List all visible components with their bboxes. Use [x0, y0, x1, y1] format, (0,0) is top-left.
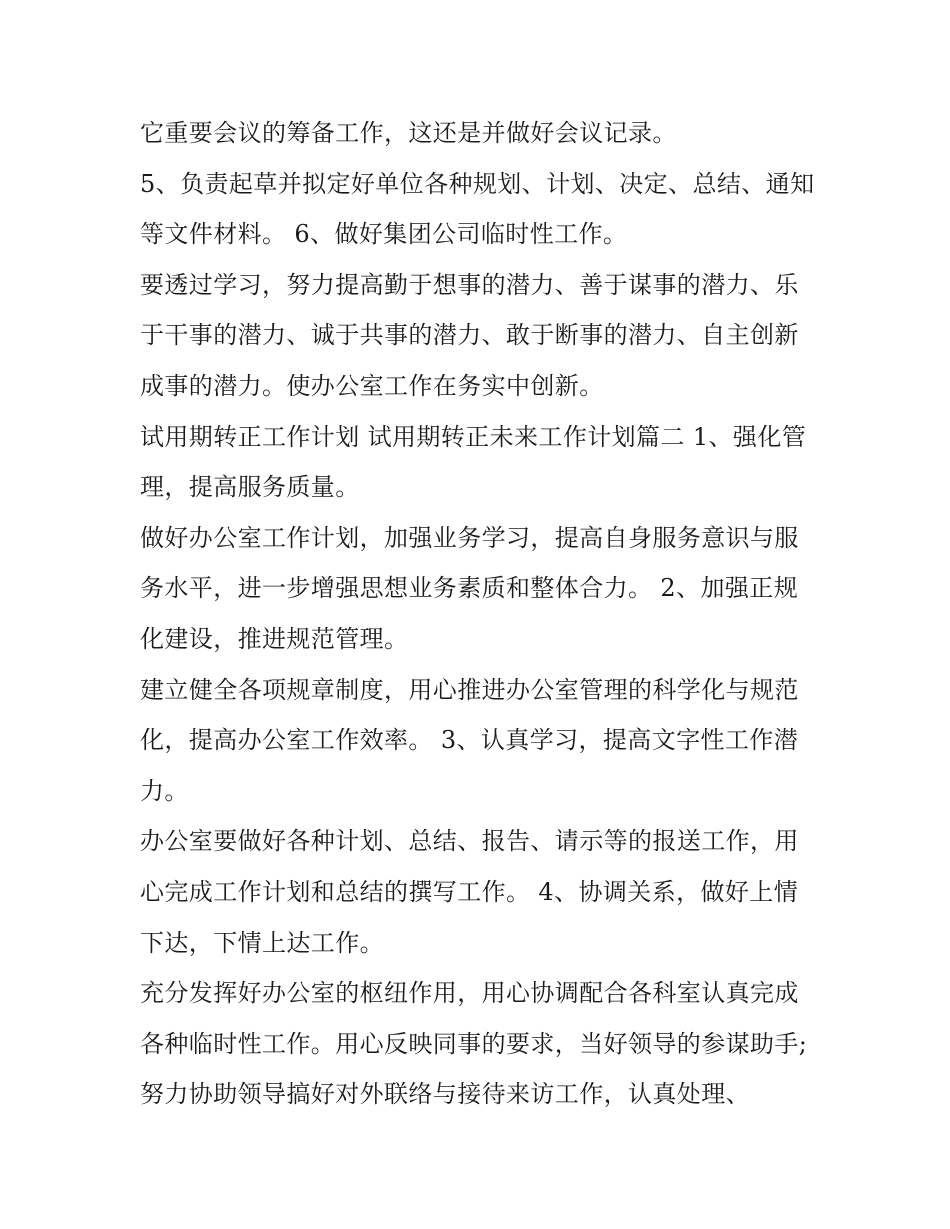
- paragraph: 它重要会议的筹备工作，这还是并做好会议记录。: [140, 119, 677, 147]
- paragraph: 建立健全各项规章制度，用心推进办公室管理的科学化与规范化，提高办公室工作效率。 3、认真学习，提高文字性工作潜力。: [140, 675, 799, 805]
- paragraph: 试用期转正工作计划 试用期转正未来工作计划篇二 1、强化管理，提高服务质量。: [140, 422, 807, 502]
- document-body: [140, 108, 820, 1120]
- paragraph: 要透过学习，努力提高勤于想事的潜力、善于谋事的潜力、乐于干事的潜力、诚于共事的潜力、敢于断事的潜力、自主创新成事的潜力。使办公室工作在务实中创新。: [140, 270, 799, 400]
- paragraph: 办公室要做好各种计划、总结、报告、请示等的报送工作，用心完成工作计划和总结的撰写工作。 4、协调关系，做好上情下达，下情上达工作。: [140, 827, 799, 957]
- paragraph: 做好办公室工作计划，加强业务学习，提高自身服务意识与服务水平，进一步增强思想业务素质和整体合力。 2、加强正规化建设，推进规范管理。: [140, 523, 799, 653]
- paragraph: 充分发挥好办公室的枢纽作用，用心协调配合各科室认真完成各种临时性工作。用心反映同事的要求，当好领导的参谋助手;努力协助领导搞好对外联络与接待来访工作，认真处理、: [140, 979, 808, 1109]
- paragraph: 5、负责起草并拟定好单位各种规划、计划、决定、总结、通知等文件材料。 6、做好集团公司临时性工作。: [140, 169, 815, 249]
